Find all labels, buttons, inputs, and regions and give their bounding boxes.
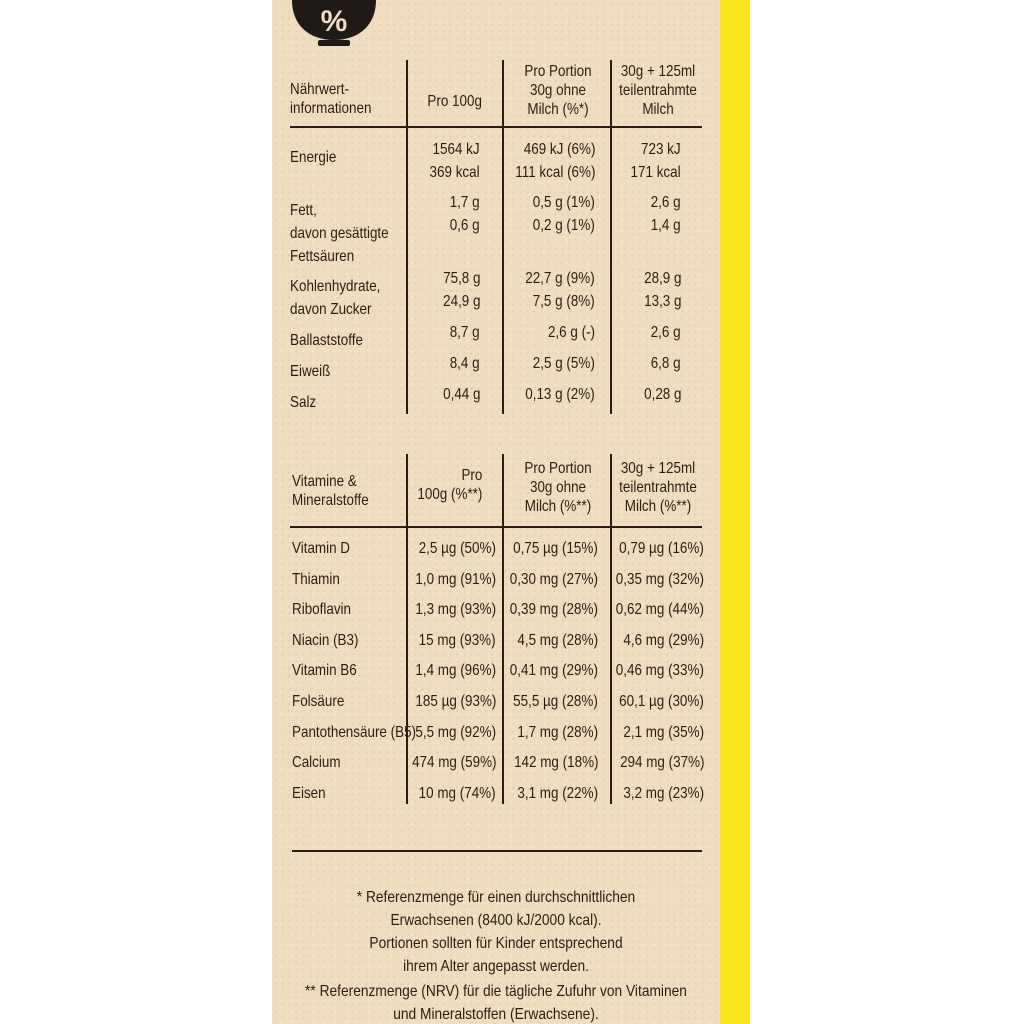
table2-row-label: Thiamin	[292, 570, 340, 588]
table1-cell-milk: 723 kJ 171 kcal	[630, 141, 681, 181]
table1-cell-pro100: 0,44 g	[442, 386, 480, 403]
table1-header-rule	[290, 126, 702, 128]
table1-cell-pro100: 1,7 g 0,6 g	[450, 194, 480, 234]
table2-cell-milk: 294 mg (37%)	[619, 754, 704, 772]
table1-header-milk: 30g + 125ml teilentrahmte Milch	[619, 63, 697, 118]
table2-row-label: Pantothensäure (B5)	[292, 723, 417, 741]
footnote-line: Portionen sollten für Kinder entsprechend	[369, 935, 623, 952]
table1-cell-pro100: 8,4 g	[450, 355, 480, 372]
table1-col-divider-1	[406, 60, 408, 414]
table1-row-label: Eiweiß	[290, 363, 331, 380]
table2-cell-pro100: 1,4 mg (96%)	[415, 662, 496, 680]
table2-cell-pro100: 15 mg (93%)	[419, 631, 496, 649]
table1-row-label: Salz	[290, 394, 317, 411]
table2-col-divider-3	[610, 454, 612, 804]
table2-cell-milk: 3,2 mg (23%)	[623, 784, 704, 802]
percent-label: %	[320, 5, 348, 38]
footnote-line: Erwachsenen (8400 kJ/2000 kcal).	[390, 912, 602, 929]
table1-cell-milk: 2,6 g 1,4 g	[651, 194, 681, 234]
table2-row-label: Vitamin B6	[292, 662, 357, 680]
table2-cell-portion: 3,1 mg (22%)	[517, 784, 598, 802]
table2-cell-pro100: 185 µg (93%)	[415, 693, 496, 710]
table1-cell-milk: 0,28 g	[643, 386, 681, 403]
footnote-line: ** Referenzmenge (NRV) für die tägliche Zufuhr von Vitaminen	[305, 983, 687, 1000]
table2-row-label: Calcium	[292, 754, 341, 772]
table2-cell-pro100: 5,5 mg (92%)	[415, 723, 496, 741]
table2-cell-milk: 0,62 mg (44%)	[615, 601, 704, 619]
table1-row-label: Kohlenhydrate, davon Zucker	[290, 278, 381, 318]
bowl-percent-badge	[290, 0, 378, 48]
table2-cell-portion: 0,41 mg (29%)	[509, 662, 598, 680]
table1-cell-portion: 2,5 g (5%)	[532, 355, 595, 372]
table1-cell-milk: 2,6 g	[651, 324, 681, 341]
table1-cell-portion: 22,7 g (9%) 7,5 g (8%)	[525, 270, 595, 310]
table2-cell-portion: 0,30 mg (27%)	[509, 570, 598, 588]
table2-cell-portion: 142 mg (18%)	[513, 754, 598, 772]
table2-row-label: Folsäure	[292, 693, 345, 710]
table1-cell-portion: 0,13 g (2%)	[525, 386, 595, 403]
table1-header-label: Nährwert- informationen	[290, 81, 372, 117]
table1-cell-milk: 6,8 g	[651, 355, 681, 372]
table2-row-label: Vitamin D	[292, 540, 351, 557]
table1-cell-portion: 0,5 g (1%) 0,2 g (1%)	[532, 194, 595, 234]
table2-cell-milk: 60,1 µg (30%)	[619, 693, 704, 710]
table2-cell-milk: 0,46 mg (33%)	[615, 662, 704, 680]
table2-cell-portion: 0,39 mg (28%)	[509, 601, 598, 619]
footnote-line: und Mineralstoffen (Erwachsene).	[393, 1006, 599, 1023]
table1-cell-milk: 28,9 g 13,3 g	[643, 270, 681, 310]
table1-row-label: Ballaststoffe	[290, 332, 363, 349]
table2-cell-milk: 2,1 mg (35%)	[623, 723, 704, 741]
table2-cell-portion: 0,75 µg (15%)	[513, 540, 598, 557]
table1-header-portion: Pro Portion 30g ohne Milch (%*)	[524, 63, 592, 118]
table2-row-label: Niacin (B3)	[292, 631, 359, 649]
table2-cell-portion: 4,5 mg (28%)	[517, 631, 598, 649]
table2-header-milk: 30g + 125ml teilentrahmte Milch (%**)	[619, 460, 697, 515]
nutrition-panel	[272, 0, 720, 1024]
table1-row-label: Fett, davon gesättigte Fettsäuren	[290, 202, 389, 265]
table2-cell-milk: 0,35 mg (32%)	[615, 570, 704, 588]
table2-cell-pro100: 1,3 mg (93%)	[415, 601, 496, 619]
table2-cell-pro100: 2,5 µg (50%)	[418, 540, 496, 557]
table2-cell-pro100: 474 mg (59%)	[411, 754, 496, 772]
table2-row-label: Riboflavin	[292, 601, 352, 619]
table1-cell-pro100: 75,8 g 24,9 g	[442, 270, 480, 310]
table2-cell-pro100: 10 mg (74%)	[419, 784, 496, 802]
table2-cell-milk: 4,6 mg (29%)	[623, 631, 704, 649]
table2-col-divider-1	[406, 454, 408, 804]
yellow-edge-stripe	[720, 0, 750, 1024]
table2-cell-milk: 0,79 µg (16%)	[619, 540, 704, 557]
table2-header-label: Vitamine & Mineralstoffe	[292, 473, 369, 509]
table1-cell-pro100: 8,7 g	[450, 324, 480, 341]
table2-header-rule	[290, 526, 702, 528]
table1-header-pro100: Pro 100g	[427, 93, 482, 110]
table2-cell-portion: 55,5 µg (28%)	[513, 693, 598, 710]
footnote-line: * Referenzmenge für einen durchschnittlichen	[356, 889, 636, 906]
footnote-line: ihrem Alter angepasst werden.	[403, 958, 589, 975]
table1-col-divider-3	[610, 60, 612, 414]
table1-cell-pro100: 1564 kJ 369 kcal	[429, 141, 480, 181]
table2-row-label: Eisen	[292, 784, 326, 802]
table1-cell-portion: 469 kJ (6%) 111 kcal (6%)	[514, 141, 595, 181]
table1-row-label: Energie	[290, 149, 337, 166]
table2-header-pro100: Pro 100g (%**)	[417, 467, 482, 503]
table2-cell-portion: 1,7 mg (28%)	[517, 723, 598, 741]
table1-col-divider-2	[502, 60, 504, 414]
footnote-divider	[292, 850, 702, 852]
table2-col-divider-2	[502, 454, 504, 804]
table2-cell-pro100: 1,0 mg (91%)	[415, 570, 496, 588]
table2-header-portion: Pro Portion 30g ohne Milch (%**)	[524, 460, 592, 515]
table1-cell-portion: 2,6 g (-)	[547, 324, 595, 341]
